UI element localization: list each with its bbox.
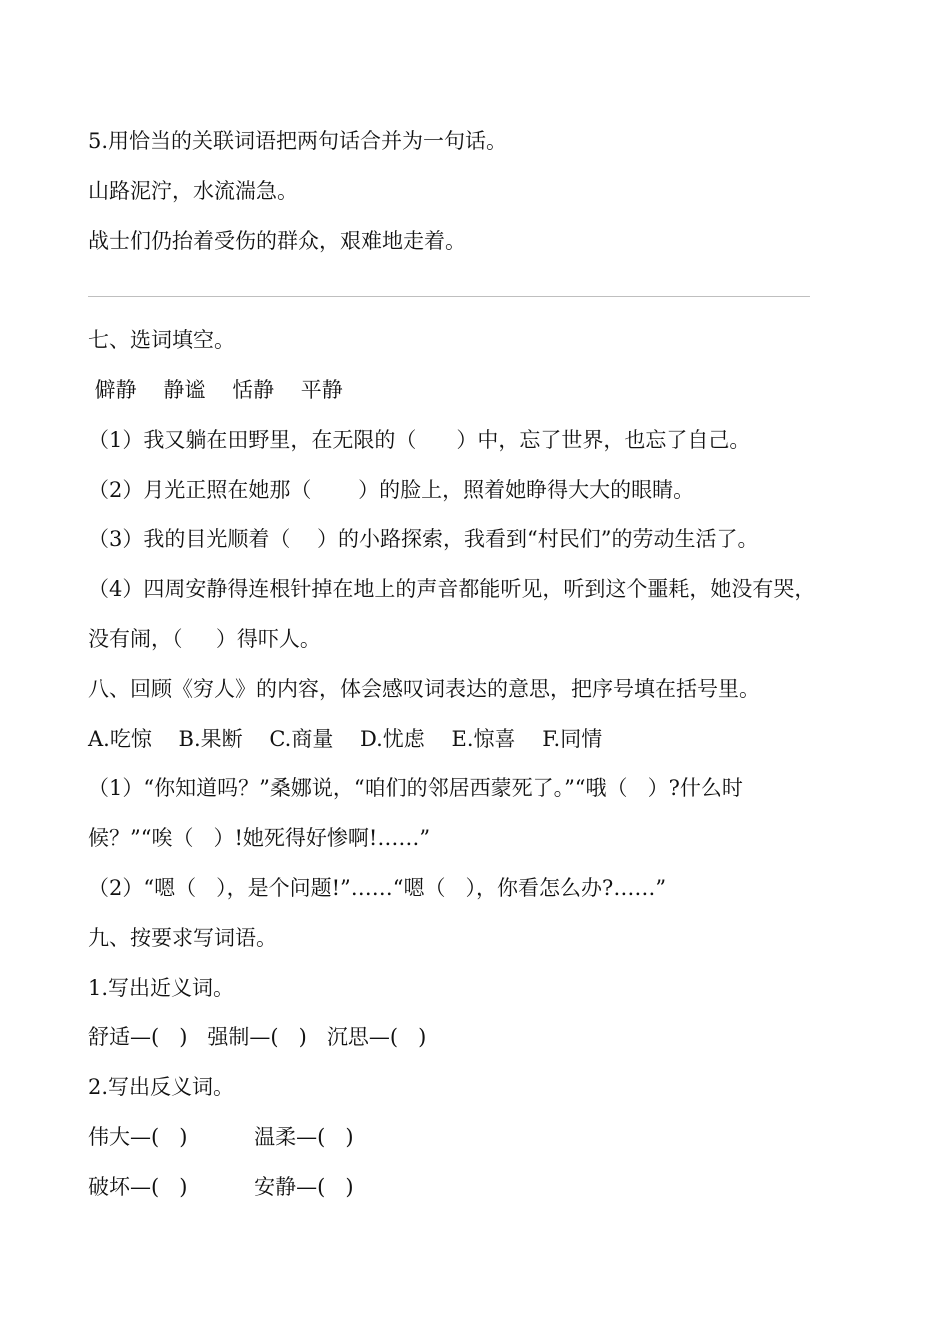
section-9-title: 九、按要求写词语。 <box>88 926 277 950</box>
section-8-item-1a: （1）“你知道吗？”桑娜说，“咱们的邻居西蒙死了。”“哦（ ）?什么时 <box>88 776 743 800</box>
q5-sentence-2: 战士们仍抬着受伤的群众，艰难地走着。 <box>88 229 466 253</box>
section-7-word-choices: 僻静 静谧 恬静 平静 <box>88 378 343 402</box>
section-8-item-1b: 候？”“唉（ ）!她死得好惨啊!……” <box>88 826 431 850</box>
section-9-antonyms-row-1: 伟大—( ) 温柔—( ) <box>88 1125 354 1149</box>
section-8-title: 八、回顾《穷人》的内容，体会感叹词表达的意思，把序号填在括号里。 <box>88 677 760 701</box>
section-8-options: A.吃惊 B.果断 C.商量 D.忧虑 E.惊喜 F.同情 <box>88 727 603 751</box>
section-7-item-3: （3）我的目光顺着（ ）的小路探索，我看到“村民们”的劳动生活了。 <box>88 527 759 551</box>
section-7-item-1: （1）我又躺在田野里，在无限的（ ）中，忘了世界，也忘了自己。 <box>88 428 751 452</box>
q5-instruction: 5.用恰当的关联词语把两句话合并为一句话。 <box>88 129 508 153</box>
section-7-item-2: （2）月光正照在她那（ ）的脸上，照着她睁得大大的眼睛。 <box>88 478 695 502</box>
section-9-part-1: 1.写出近义词。 <box>88 976 235 1000</box>
answer-line <box>88 296 810 297</box>
q5-sentence-1: 山路泥泞，水流湍急。 <box>88 179 298 203</box>
section-7-item-4b: 没有闹，（ ）得吓人。 <box>88 627 321 651</box>
section-7-title: 七、选词填空。 <box>88 328 235 352</box>
section-7-item-4a: （4）四周安静得连根针掉在地上的声音都能听见，听到这个噩耗，她没有哭， <box>88 577 816 601</box>
section-9-antonyms-row-2: 破坏—( ) 安静—( ) <box>88 1175 354 1199</box>
section-9-synonyms: 舒适—( ) 强制—( ) 沉思—( ) <box>88 1025 427 1049</box>
section-8-item-2: （2）“嗯（ ），是个问题!”……“嗯（ ），你看怎么办?……” <box>88 876 667 900</box>
section-9-part-2: 2.写出反义词。 <box>88 1075 235 1099</box>
